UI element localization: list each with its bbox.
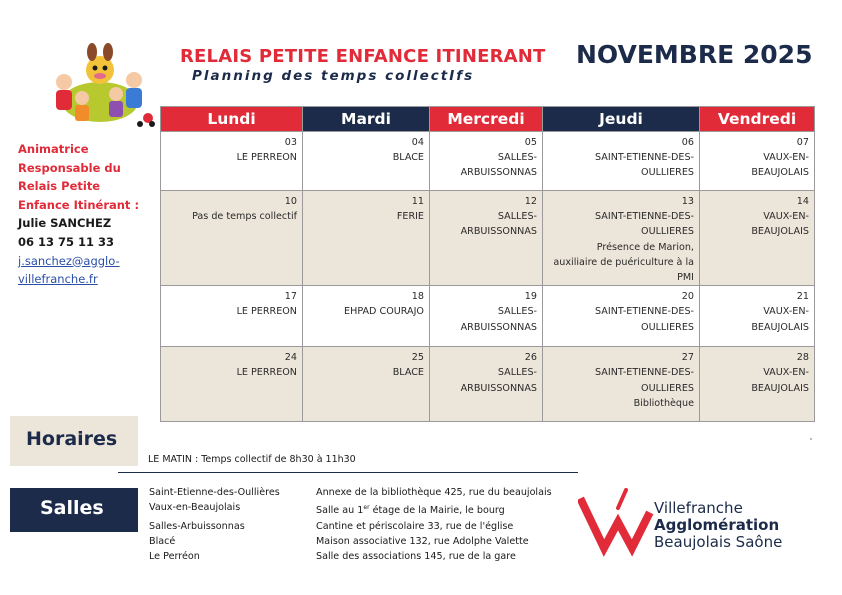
va-logo-line1: Villefranche (654, 499, 743, 517)
horaires-label-box (10, 416, 138, 466)
month-title: NOVEMBRE 2025 (576, 40, 813, 69)
cell-line: ARBUISSONNAS (460, 226, 537, 238)
cell-line: EHPAD COURAJO (344, 306, 424, 318)
calendar-cell (700, 191, 815, 286)
cell-line: auxiliaire de puériculture à la (553, 256, 694, 268)
salle-place: Salle au 1er étage de la Mairie, le bourg (316, 504, 505, 517)
cell-line: LE PERREON (236, 152, 297, 164)
day-number: 05 (524, 137, 537, 148)
week-row (161, 347, 815, 422)
day-number: 21 (796, 291, 809, 303)
day-header-mardi: Mardi (303, 107, 430, 132)
salle-town: Salles-Arbuissonnas (149, 520, 245, 532)
contact-email-link[interactable]: j.sanchez@agglo-villefranche.fr (18, 253, 120, 287)
contact-block (18, 140, 153, 289)
relais-mascot-illustration (40, 40, 158, 132)
cell-line: VAUX-EN- (763, 367, 809, 379)
cell-line: SALLES- (497, 152, 537, 164)
day-number: 07 (796, 137, 809, 148)
calendar-cell (700, 286, 815, 347)
page-subtitle: Planning des temps collectIfs (192, 68, 475, 84)
salle-town: Vaux-en-Beaujolais (149, 502, 241, 514)
week-row (161, 132, 815, 191)
cell-line: SAINT-ETIENNE-DES- (595, 306, 694, 318)
day-number: 26 (524, 352, 537, 364)
cell-line: OULLIERES (641, 382, 694, 394)
calendar-cell (161, 347, 303, 422)
day-number: 14 (796, 196, 809, 207)
cell-line: SALLES- (497, 211, 537, 223)
calendar-cell (161, 191, 303, 286)
cell-line: ARBUISSONNAS (460, 167, 537, 179)
day-number: 18 (411, 291, 424, 303)
cell-line: BEAUJOLAIS (751, 382, 809, 394)
calendar-cell (303, 191, 430, 286)
day-number: 04 (411, 137, 424, 148)
salle-place: Salle des associations 145, rue de la gare (316, 551, 516, 562)
week-row (161, 191, 815, 286)
salle-place: Maison associative 132, rue Adolphe Valette (316, 535, 529, 547)
page-title: RELAIS PETITE ENFANCE ITINERANT (180, 46, 546, 67)
horaires-text: LE MATIN : Temps collectif de 8h30 à 11h30 (148, 454, 356, 465)
cell-line: OULLIERES (641, 226, 694, 238)
day-number: 03 (284, 137, 297, 148)
cell-line: VAUX-EN- (763, 211, 809, 223)
cell-line: PMI (677, 272, 694, 284)
day-number: 12 (524, 196, 537, 207)
salle-town: Le Perréon (149, 551, 200, 562)
salle-row (149, 500, 552, 518)
cell-line: BEAUJOLAIS (751, 321, 809, 333)
cell-line: FERIE (396, 211, 424, 223)
calendar-cell (303, 347, 430, 422)
day-number: 19 (524, 291, 537, 303)
calendar-cell (543, 191, 700, 286)
calendar-cell (700, 347, 815, 422)
cell-line: OULLIERES (641, 321, 694, 333)
calendar-cell (161, 286, 303, 347)
decorative-dot (810, 438, 812, 440)
calendar-cell (430, 132, 543, 191)
divider-line (118, 472, 578, 473)
cell-line: BEAUJOLAIS (751, 226, 809, 238)
cell-line: ARBUISSONNAS (460, 382, 537, 394)
calendar-cell (543, 286, 700, 347)
calendar-cell (543, 347, 700, 422)
cell-line: BEAUJOLAIS (751, 167, 809, 179)
calendar-cell (161, 132, 303, 191)
week-row (161, 286, 815, 347)
contact-name: Julie SANCHEZ (18, 216, 112, 231)
cell-line: SAINT-ETIENNE-DES- (595, 367, 694, 379)
cell-line: VAUX-EN- (763, 152, 809, 164)
day-number: 24 (284, 352, 297, 364)
salle-town: Saint-Etienne-des-Oullières (149, 487, 280, 498)
calendar-cell (303, 132, 430, 191)
calendar-cell (430, 286, 543, 347)
calendar-header-row (161, 107, 815, 132)
day-number: 11 (411, 196, 424, 207)
va-logo-text (654, 500, 782, 551)
day-number: 28 (796, 352, 809, 364)
day-header-vendredi: Vendredi (700, 107, 815, 132)
calendar-cell (543, 132, 700, 191)
villefranche-agglomeration-logo (578, 484, 828, 559)
cell-line: LE PERREON (236, 306, 297, 318)
day-number: 25 (411, 352, 424, 364)
contact-phone: 06 13 75 11 33 (18, 234, 115, 249)
cell-line: LE PERREON (236, 367, 297, 379)
day-number: 20 (681, 291, 694, 303)
cell-line: SALLES- (497, 306, 537, 318)
cell-line: SAINT-ETIENNE-DES- (595, 152, 694, 164)
day-number: 27 (681, 352, 694, 364)
salle-row (149, 534, 552, 549)
cell-line: VAUX-EN- (763, 306, 809, 318)
contact-role: Animatrice Responsable du Relais Petite Enfance Itinérant : (18, 142, 140, 212)
calendar-cell (700, 132, 815, 191)
cell-line: Pas de temps collectif (192, 211, 297, 223)
cell-line: Bibliothèque (633, 397, 694, 409)
calendar-cell (303, 286, 430, 347)
cell-line: BLACE (392, 152, 424, 164)
day-header-jeudi: Jeudi (543, 107, 700, 132)
va-logo-line2: Agglomération (654, 516, 780, 534)
salles-label: Salles (40, 497, 104, 519)
salle-row (149, 519, 552, 534)
salles-list (149, 485, 552, 564)
salle-place: Cantine et périscolaire 33, rue de l'église (316, 520, 514, 532)
calendar-table (160, 106, 815, 422)
day-number: 13 (681, 196, 694, 207)
salle-row (149, 485, 552, 500)
cell-line: BLACE (392, 367, 424, 379)
cell-line: ARBUISSONNAS (460, 321, 537, 333)
cell-line: OULLIERES (641, 167, 694, 179)
calendar-cell (430, 347, 543, 422)
salle-town: Blacé (149, 535, 176, 547)
salles-label-box (10, 488, 138, 532)
cell-line: Présence de Marion, (596, 241, 694, 253)
cell-line: SALLES- (497, 367, 537, 379)
salle-row (149, 549, 552, 564)
horaires-label: Horaires (26, 428, 118, 450)
day-header-lundi: Lundi (161, 107, 303, 132)
salle-place: Annexe de la bibliothèque 425, rue du beaujolais (316, 487, 552, 498)
day-number: 17 (284, 291, 297, 303)
day-number: 06 (681, 137, 694, 148)
calendar-cell (430, 191, 543, 286)
day-header-mercredi: Mercredi (430, 107, 543, 132)
day-number: 10 (284, 196, 297, 207)
va-logo-line3: Beaujolais Saône (654, 533, 783, 551)
cell-line: SAINT-ETIENNE-DES- (595, 211, 694, 223)
